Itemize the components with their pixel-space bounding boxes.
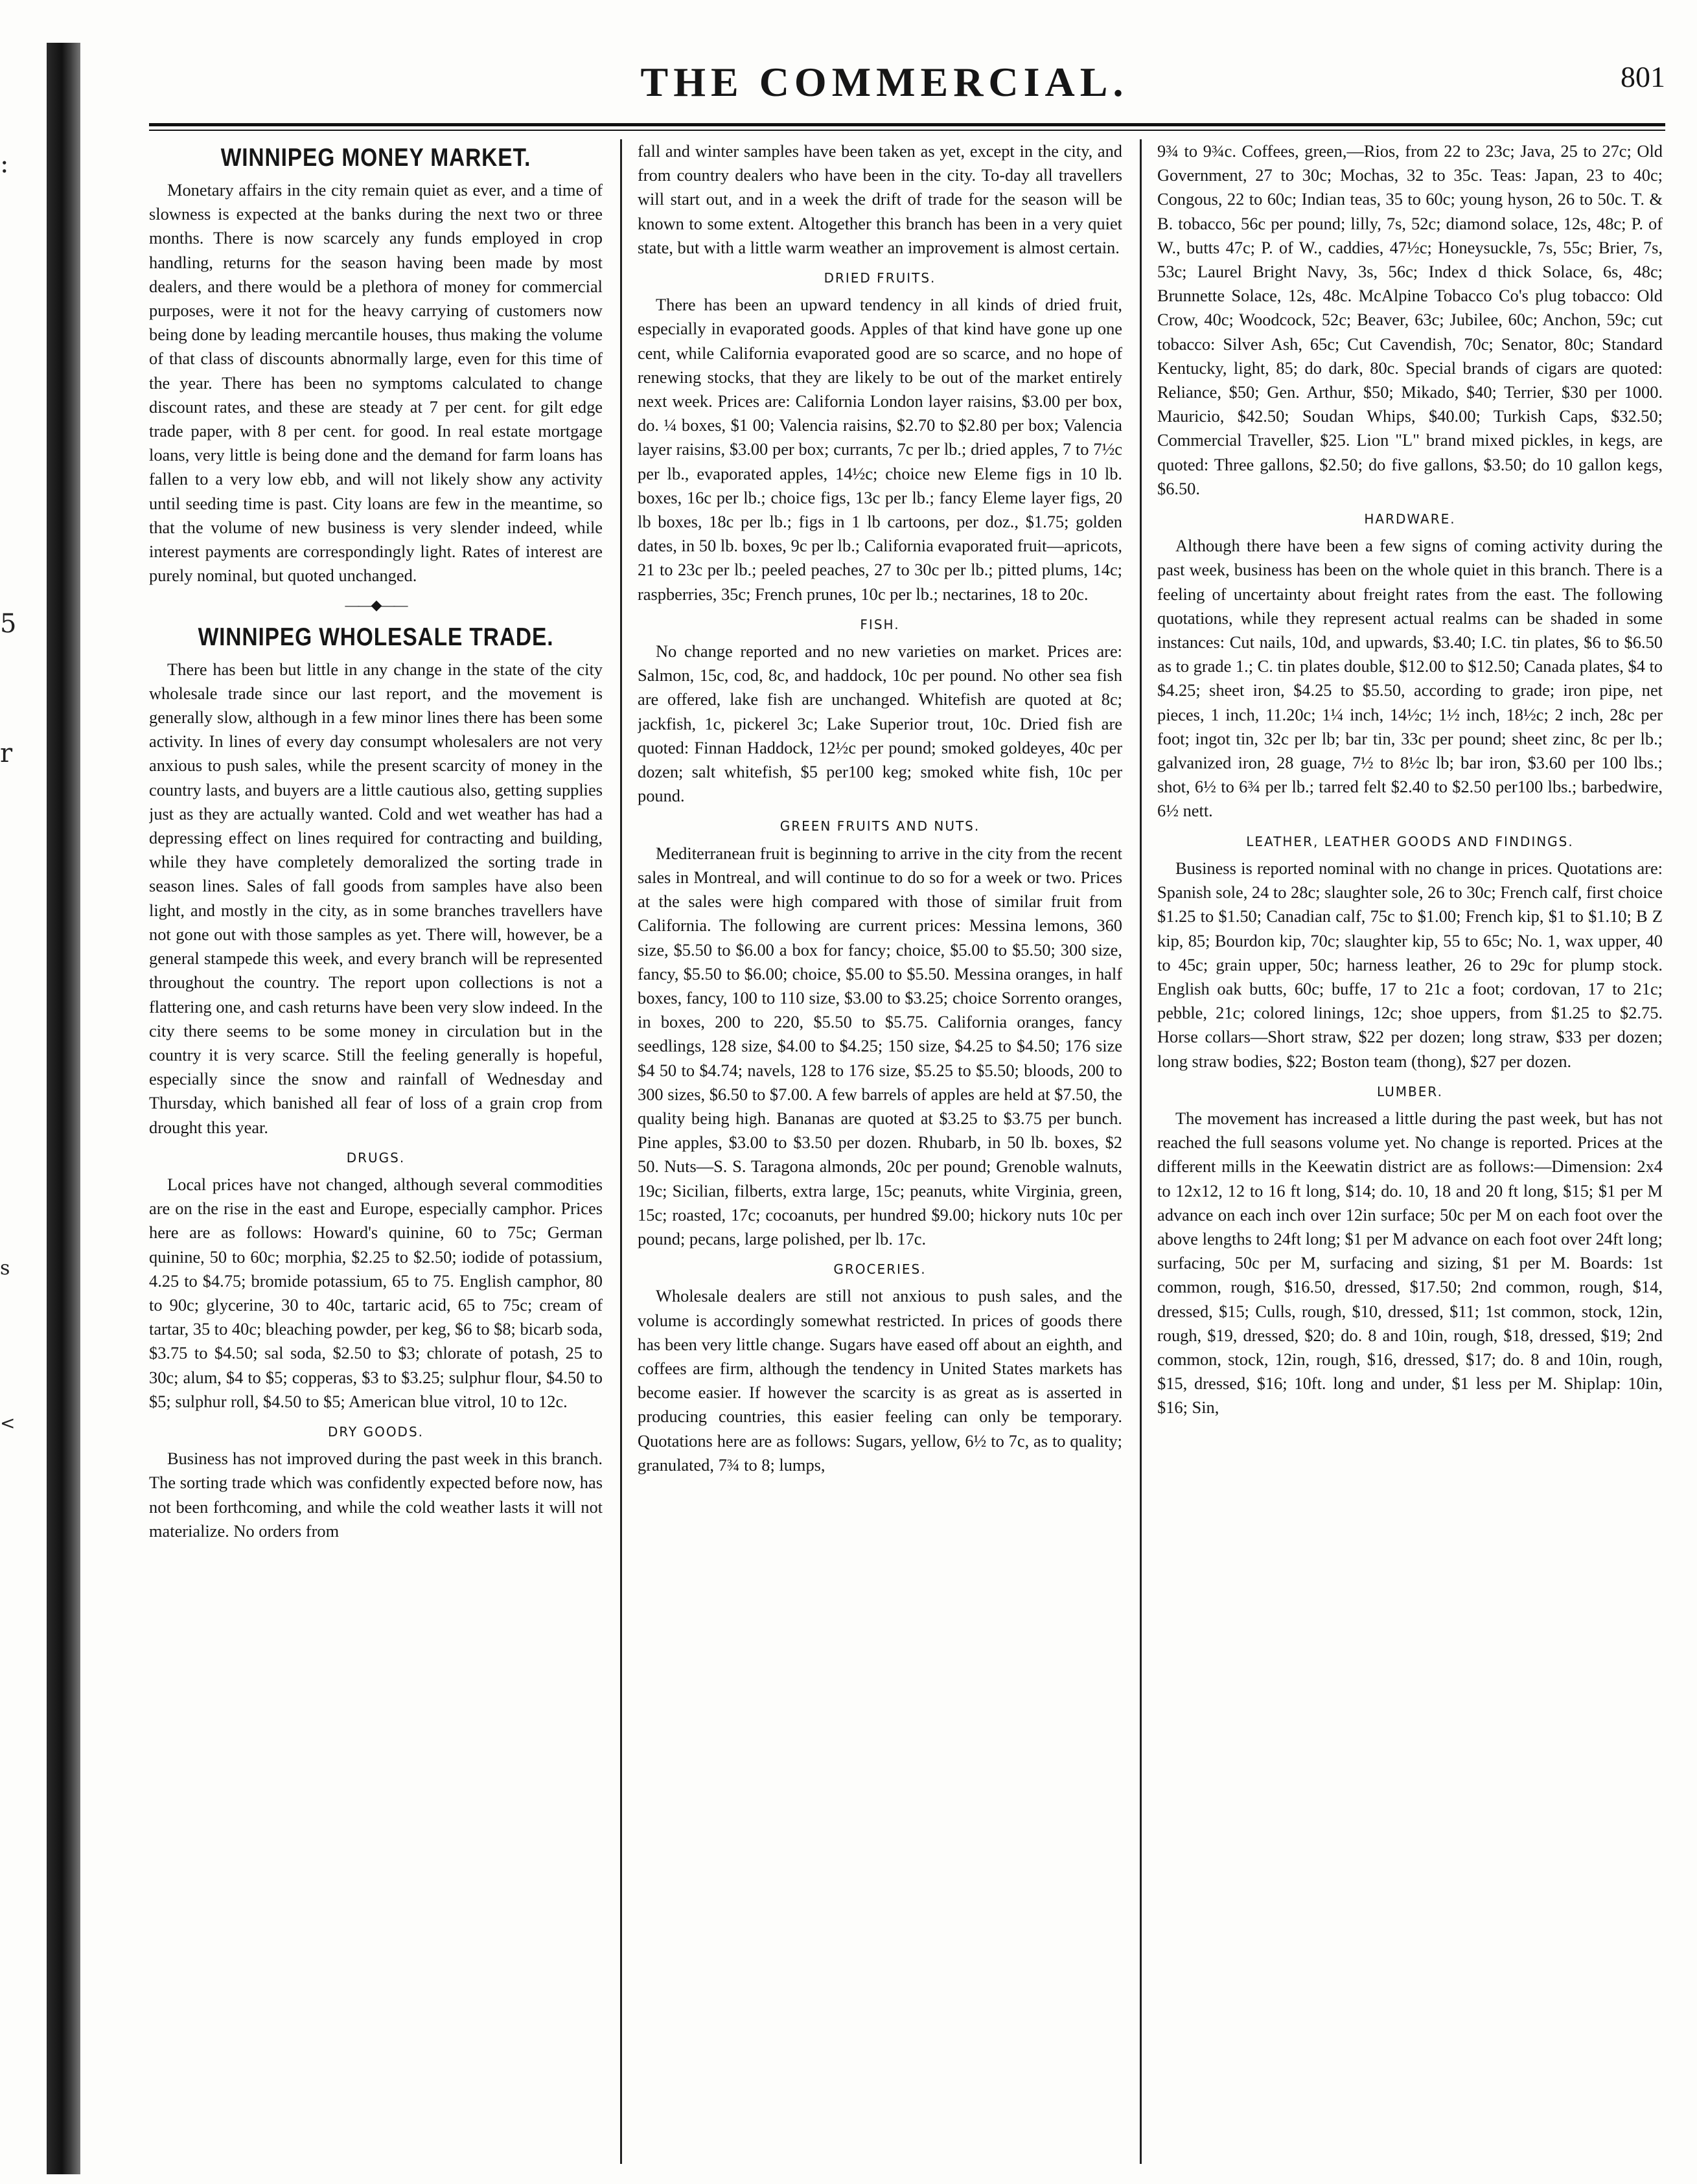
column-1: [149, 139, 603, 2164]
dried-fruits-heading: DRIED FRUITS.: [824, 270, 936, 286]
page-columns: [149, 139, 1665, 2164]
green-fruits-body: Mediterranean fruit is beginning to arrive in the city from the recent sales in Montreal, and will continue to do so for a week or two. Prices at the sales were high compared with those of similar fruit from California. The following are current prices: Messina lemons, 360 size, $5.50 to $6.00 a box for fancy; choice, $5.00 to $5.50; 300 size, fancy, $5.50 to $6.00; choice, $5.00 to $5.50. Messina oranges, in half boxes, fancy, 100 to 110 size, $3.00 to $3.25; choice Sorrento oranges, in boxes, 200 to 220, $5.50 to $5.75. California oranges, fancy seedlings, 128 size, $4.00 to $4.25; 150 size, $4.25 to $4.50; 176 size $4 50 to $4.74; navels, 128 to 176 size, $5.25 to $5.50; bloods, 200 to 300 sizes, $6.50 to $7.00. A few barrels of apples are held at $7.50, the quality being high. Bananas are quoted at $3.25 to $3.75 per bunch. Pine apples, $3.00 to $3.50 per dozen. Rhubarb, in 50 lb. boxes, $2 50. Nuts—S. S. Taragona almonds, 20c per pound; Grenoble walnuts, 19c; Sicilian, filberts, extra large, 15c; peanuts, white Virginia, green, 15c; roasted, 17c; cocoanuts, per hundred $9.00; hickory nuts 10c per pound; pecans, large polished, per lb. 17c.: [638, 843, 1122, 1248]
green-fruits-heading: GREEN FRUITS AND NUTS.: [779, 818, 980, 834]
fish-heading: FISH.: [860, 616, 900, 632]
page-number: 801: [1621, 60, 1665, 93]
dry-goods-heading: DRY GOODS.: [327, 1423, 424, 1440]
masthead-rule-thin: [149, 130, 1665, 131]
wholesale-trade-heading: WINNIPEG WHOLESALE TRADE.: [198, 623, 554, 651]
margin-mark: <: [0, 1412, 16, 1434]
dry-goods-continued: fall and winter samples have been taken as yet, except in the city, and from country dealers who have been in the city. To-day all travellers will start out, and in a week the drift of trade for the season will be known to some extent. Altogether this branch has been in a very quiet state, but with a little warm weather an improvement is almost certain.: [638, 141, 1122, 257]
section-ornament: ——◆——: [345, 597, 407, 614]
dry-goods-body: Business has not improved during the past week in this branch. The sorting trade which was confidently expected before now, has not been forthcoming, and while the cold weather lasts it will not materialize. No orders from: [149, 1449, 603, 1541]
lumber-heading: LUMBER.: [1377, 1083, 1443, 1099]
publication-title: THE COMMERCIAL.: [640, 59, 1129, 105]
drugs-body: Local prices have not changed, although several commodities are on the rise in the east and Europe, especially camphor. Prices here are as follows: Howard's quinine, 60 to 75c; German quinine, 50 to 60c; morphia, $2.25 to $2.50; iodide of potassium, 4.25 to $4.75; bromide potassium, 65 to 75. English camphor, 80 to 90c; glycerine, 30 to 40c, tartaric acid, 65 to 75c; cream of tartar, 35 to 40c; bleaching powder, per keg, $6 to $8; bicarb soda, $3.75 to $4.50; sal soda, $2.50 to $3; chlorate of potash, 25 to 30c; alum, $4 to $5; copperas, $3 to $3.25; sulphur flour, $4.50 to $5; sulphur roll, $4.50 to $5; American blue vitrol, 10 to 12c.: [149, 1174, 603, 1411]
lumber-body: The movement has increased a little during the past week, but has not reached the full seasons volume yet. No change is reported. Prices at the different mills in the Keewatin district are as follows:—Dimension: 2x4 to 12x12, 12 to 16 ft long, $14; do. 10, 18 and 20 ft long, $15; $1 per M advance on each inch over 12in surface; 50c per M on each foot over the above lengths to 24ft long; $1 per M advance on each foot over 24ft long; surfacing, 50c per M, surfacing and sizing, $1 per M. Boards: 1st common, rough, $16.50, dressed, $17.50; 2nd common, rough, $14, dressed, $15; Culls, rough, $10, dressed, $11; 1st common, stock, 12in, rough, $19, dressed, $20; do. 8 and 10in, rough, $18, dressed, $19; 2nd common, stock, 12in, rough, $16, dressed, $17; do. 8 and 10in, rough, $15, dressed, $16; 10ft. long and under, $1 less per M. Shiplap: 10in, $16; Sin,: [1157, 1108, 1663, 1418]
hardware-heading: HARDWARE.: [1364, 511, 1456, 527]
leather-body: Business is reported nominal with no change in prices. Quotations are: Spanish sole, 24 to 28c; slaughter sole, 26 to 30c; French calf, first choice $1.25 to $1.50; Canadian calf, 75c to $1.00; French kip, $1 to $1.10; B Z kip, 85; Bourdon kip, 70c; slaughter kip, 55 to 65c; No. 1, wax upper, 40 to 45c; grain upper, 50c; harness leather, 26 to 29c for plump stock. English oak butts, 60c; buffe, 17 to 21c a foot; cordovan, 17 to 21c; pebble, 21c; colored linings, 12c; shoe uppers, from $1.25 to $2.75. Horse collars—Short straw, $22 per dozen; long straw, $33 per dozen; long straw bodies, $22; Boston team (thong), $27 per dozen.: [1157, 858, 1663, 1071]
fish-body: No change reported and no new varieties on market. Prices are: Salmon, 15c, cod, 8c, and haddock, 10c per pound. No other sea fish are offered, lake fish are unchanged. Whitefish are quoted at 8c; jackfish, 1c, pickerel 3c; Lake Superior trout, 10c. Dried fish are quoted: Finnan Haddock, 12½c per pound; smoked goldeyes, 40c per dozen; salt whitefish, $5 per100 keg; smoked white fish, 10c per pound.: [638, 641, 1122, 806]
groceries-continued: 9¾ to 9¾c. Coffees, green,—Rios, from 22 to 23c; Java, 25 to 27c; Old Government, 27 to 30c; Mochas, 32 to 35c. Teas: Japan, 23 to 40c; Congous, 22 to 60c; Indian teas, 35 to 60c; young hyson, 26 to 50c. T. & B. tobacco, 56c per pound; lilly, 7s, 52c; diamond solace, 12s, 48c; P. of W., butts 47c; P. of W., caddies, 47½c; Honeysuckle, 7s, 55c; Brier, 7s, 53c; Laurel Bright Navy, 3s, 56c; Index d thick Solace, 6s, 48c; Brunnette Solace, 12s, 48c. McAlpine Tobacco Co's plug tobacco: Old Crow, 40c; Woodcock, 52c; Beaver, 63c; Jubilee, 60c; Anchon, 59c; cut tobacco: Silver Ash, 65c; Cut Cavendish, 70c; Senator, 80c; Standard Kentucky, light, 85; do dark, 80c. Special brands of cigars are quoted: Reliance, $50; Gen. Arthur, $50; Mikado, $40; Terrier, $30 per 1000. Mauricio, $42.50; Soudan Whips, $40.00; Turkish Caps, $32.50; Commercial Traveller, $25. Lion "L" brand mixed pickles, in kegs, are quoted: Three gallons, $2.50; do five gallons, $3.50; do 10 gallon kegs, $6.50.: [1157, 141, 1663, 498]
margin-mark: r: [0, 739, 13, 768]
column-3: [1157, 139, 1663, 2164]
column-divider: [1140, 139, 1142, 2164]
dried-fruits-body: There has been an upward tendency in all kinds of dried fruit, especially in evaporated goods. Apples of that kind have gone up one cent, while California evaporated good are so scarce, and no hope of renewing stocks, that they are likely to be out of the market entirely next week. Prices are: California London layer raisins, $3.00 per box, do. ¼ boxes, $1 00; Valencia raisins, $2.70 to $2.80 per box; Valencia layer raisins, $3.00 per box; currants, 7c per lb.; dried apples, 7 to 7½c per lb., evaporated apples, 14½c; choice new Eleme figs in 10 lb. boxes, 16c per lb.; choice figs, 13c per lb.; fancy Eleme layer figs, 20 lb boxes, 18c per lb.; figs in 1 lb cartoons, per doz., $1.75; golden dates, in 50 lb. boxes, 9c per lb.; California evaporated fruit—apricots, 21 to 23c per lb.; peeled peaches, 27 to 30c per lb.; pitted plums, 14c; raspberries, 35c; French prunes, 10c per lb.; nectarines, 18 to 20c.: [638, 295, 1122, 604]
margin-mark: 5: [0, 609, 17, 639]
groceries-body: Wholesale dealers are still not anxious to push sales, and the volume is accordingly somewhat restricted. In prices of goods there has been very little change. Sugars have eased off about an eighth, and coffees are firm, although the tendency in United States markets has become easier. If however the scarcity is as great as is asserted in producing countries, this easier feeling can only be temporary. Quotations here are as follows: Sugars, yellow, 6½ to 7c, as to quality; granulated, 7¾ to 8; lumps,: [638, 1286, 1122, 1475]
money-market-body: Monetary affairs in the city remain quiet as ever, and a time of slowness is expected at the banks during the next two or three months. There is now scarcely any funds employed in crop handling, returns for the season having been made by most dealers, and there would be a plethora of money for commercial purposes, were it not for the heavy carrying of customers now being done by leading mercantile houses, thus making the volume of that class of discounts abnormally large, even for this time of the year. There has been no symptoms calculated to change discount rates, and these are steady at 7 per cent. for gilt edge trade paper, with 8 per cent. for good. In real estate mortgage loans, very little is being done and the demand for farm loans has fallen to a very low ebb, and will not likely show any activity until seeding time is past. City loans are few in the meantime, so that the volume of new business is very slender indeed, while interest payments are correspondingly light. Rates of interest are purely nominal, but quoted unchanged.: [149, 180, 603, 586]
masthead: [97, 53, 1672, 131]
leather-heading: LEATHER, LEATHER GOODS AND FINDINGS.: [1246, 833, 1574, 849]
margin-mark: :: [0, 149, 9, 179]
hardware-body: Although there have been a few signs of coming activity during the past week, business has been on the whole quiet in this branch. There is a feeling of uncertainty about freight rates from the east. The following quotations, while they represent actual realms can be shaded in some instances: Cut nails, 10d, and upwards, $3.40; I.C. tin plates, $6 to $6.50 as to grade 1.; C. tin plates double, $12.00 to $12.50; Canada plates, $4 to $4.25; sheet iron, $4.25 to $5.50, according to grade; iron pipe, net pieces, 1 inch, 11.20c; 1¼ inch, 14½c; 1½ inch, 18½c; 2 inch, 28c per foot; ingot tin, 32c per lb; bar tin, 33c per pound; sheet zinc, 8c per lb.; galvanized iron, 28 guage, 7½ to 8½c lb; bar iron, $3.60 per 100 lbs.; shot, 6½ to 6¾ per lb.; tarred felt $2.40 to $2.50 per100 lbs.; barbedwire, 6½ nett.: [1157, 536, 1663, 821]
masthead-rule: [149, 123, 1665, 126]
column-2: [638, 139, 1122, 2164]
groceries-heading: GROCERIES.: [833, 1261, 927, 1278]
money-market-heading: WINNIPEG MONEY MARKET.: [220, 144, 531, 172]
margin-mark: s: [0, 1257, 10, 1280]
scan-binding-shadow: [47, 43, 80, 2174]
column-divider: [620, 139, 622, 2164]
wholesale-trade-body: There has been but little in any change in the state of the city wholesale trade since our last report, and the movement is generally slow, although in a few minor lines there has been some activity. In lines of every day consumpt wholesalers are not very anxious to push sales, while the present scarcity of money in the country lasts, and buyers are a little cautious also, getting supplies just as they are actually wanted. Cold and wet weather has had a depressing effect on lines required for contracting and building, while they have completely demoralized the sorting trade in season lines. Sales of fall goods from samples have also been light, and mostly in the city, as in some branches travellers have not gone out with those samples as yet. There will, however, be a general stampede this week, and every branch will be represented throughout the country. The report upon collections is not a flattering one, and cash returns have been very slow indeed. In the city there seems to be some money in circulation but in the country it is very scarce. Still the feeling generally is hopeful, especially since the snow and rainfall of Wednesday and Thursday, which banished all fear of loss of a grain crop from drought this year.: [149, 659, 603, 1137]
drugs-heading: DRUGS.: [346, 1149, 406, 1166]
